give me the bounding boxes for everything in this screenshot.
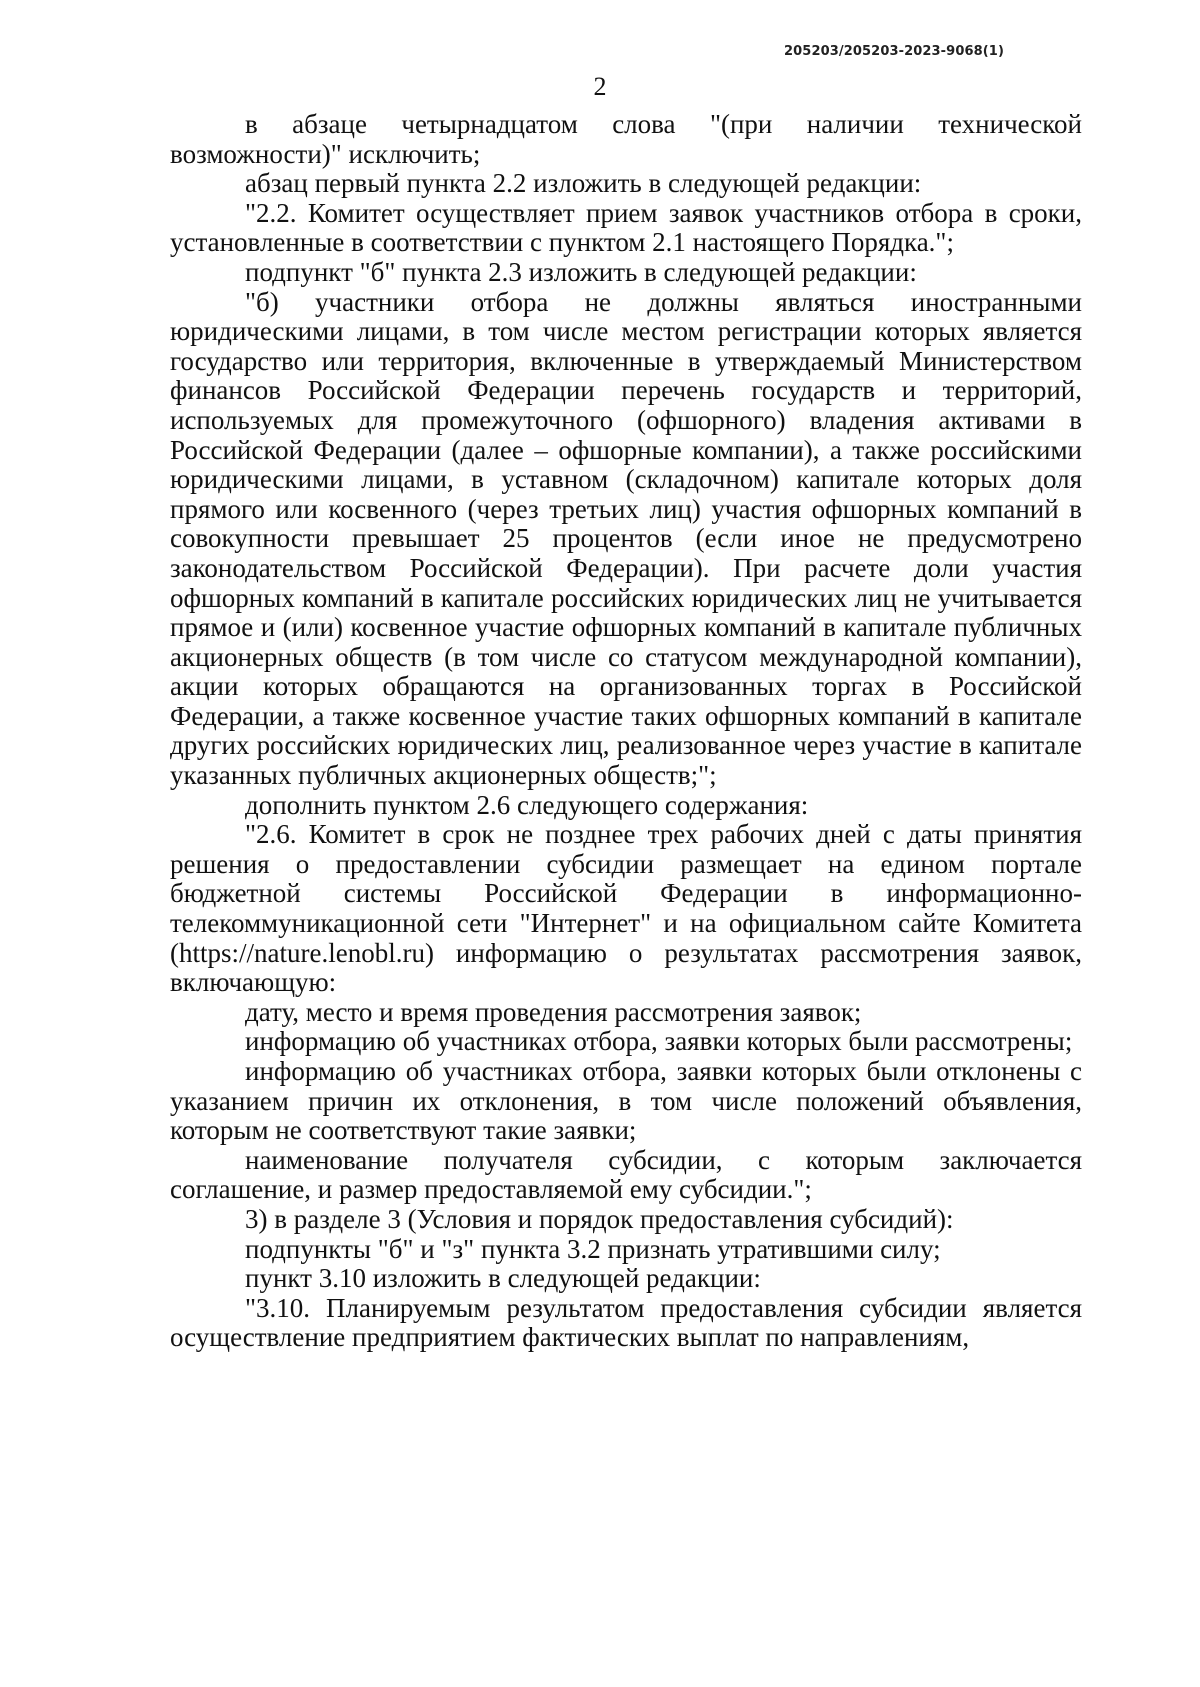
paragraph: абзац первый пункта 2.2 изложить в следующей редакции: (245, 168, 922, 199)
paragraph: пункт 3.10 изложить в следующей редакции: (245, 1263, 761, 1294)
paragraph: информацию об участниках отбора, заявки которых были отклонены с указанием причин их отклонения, в том числе положений объявления, которым не соответствуют такие заявки; (170, 1056, 1082, 1146)
document-body (170, 110, 1082, 1353)
paragraph: информацию об участниках отбора, заявки которых были рассмотрены; (245, 1026, 1073, 1057)
paragraph: "2.6. Комитет в срок не позднее трех рабочих дней с даты принятия решения о предоставлении субсидии размещает на едином портале бюджетной системы Российской Федерации в информационно-телекоммуникационной сети "Интернет" и на официальном сайте Комитета (https://nature.lenobl.ru) информацию о результатах рассмотрения заявок, включающую: (170, 819, 1082, 998)
paragraph: "2.2. Комитет осуществляет прием заявок участников отбора в сроки, установленные в соответствии с пунктом 2.1 настоящего Порядка."; (170, 197, 1082, 258)
paragraph: наименование получателя субсидии, с которым заключается соглашение, и размер предоставляемой ему субсидии."; (170, 1144, 1082, 1205)
document-id: 205203/205203-2023-9068(1) (784, 44, 1004, 59)
paragraph: подпункты "б" и "з" пункта 3.2 признать утратившими силу; (245, 1233, 941, 1264)
paragraph: дату, место и время проведения рассмотрения заявок; (245, 996, 862, 1027)
paragraph: "б) участники отбора не должны являться иностранными юридическими лицами, в том числе местом регистрации которых является государство или территория, включенные в утверждаемый Министерством финансов Российской Федерации перечень государств и территорий, используемых для промежуточного (офшорного) владения активами в Российской Федерации (далее – офшорные компании), а также российскими юридическими лицами, в уставном (складочном) капитале которых доля прямого или косвенного (через третьих лиц) участия офшорных компаний в совокупности превышает 25 процентов (если иное не предусмотрено законодательством Российской Федерации). При расчете доли участия офшорных компаний в капитале российских юридических лиц не учитывается прямое и (или) косвенное участие офшорных компаний в капитале публичных акционерных обществ (в том числе со статусом международной компании), акции которых обращаются на организованных торгах в Российской Федерации, а также косвенное участие таких офшорных компаний в капитале других российских юридических лиц, реализованное через участие в капитале указанных публичных акционерных обществ;"; (170, 286, 1082, 791)
paragraph: 3) в разделе 3 (Условия и порядок предоставления субсидий): (245, 1203, 954, 1234)
paragraph: дополнить пунктом 2.6 следующего содержания: (245, 789, 809, 820)
paragraph: подпункт "б" пункта 2.3 изложить в следующей редакции: (245, 256, 917, 287)
paragraph: "3.10. Планируемым результатом предоставления субсидии является осуществление предприятием фактических выплат по направлениям, (170, 1292, 1082, 1353)
page-number: 2 (593, 72, 607, 101)
paragraph: в абзаце четырнадцатом слова "(при наличии технической возможности)" исключить; (170, 109, 1082, 169)
